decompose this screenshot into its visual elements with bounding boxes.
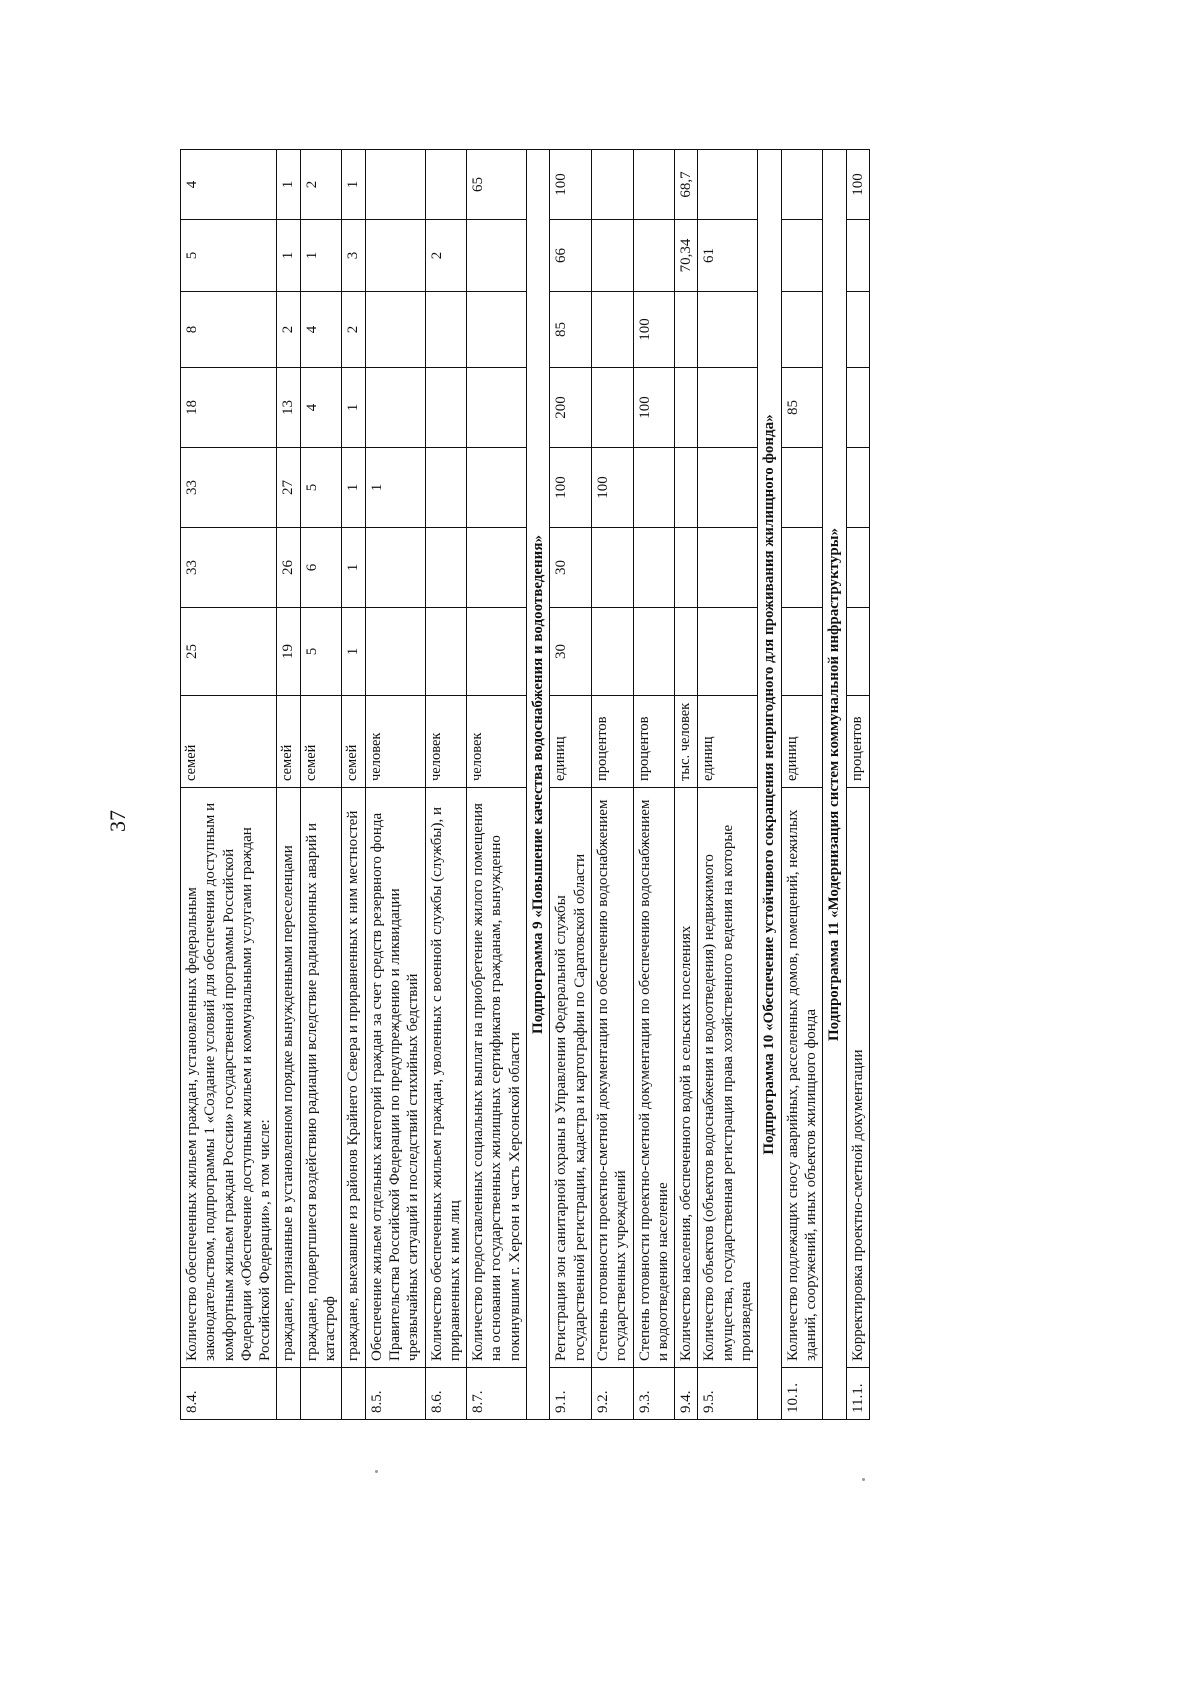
value-cell	[365, 608, 425, 696]
value-cell	[781, 528, 823, 608]
indicator-name: Степень готовности проектно-сметной документации по обеспечению водоснабжением государственных учреждений	[591, 788, 633, 1368]
indicator-name: Регистрация зон санитарной охраны в Управлении Федеральной службы государственной регистрации, кадастра и картографии по Саратовской области	[550, 788, 592, 1368]
unit-cell: человек	[425, 696, 467, 788]
value-cell: 6	[300, 528, 342, 608]
value-cell	[365, 292, 425, 368]
value-cell	[846, 368, 869, 448]
value-cell: 1	[277, 220, 300, 292]
value-cell: 100	[633, 292, 675, 368]
indicators-table	[180, 149, 870, 1420]
value-cell	[781, 220, 823, 292]
value-cell: 5	[181, 220, 277, 292]
value-cell	[467, 220, 527, 292]
table-row	[342, 150, 365, 1420]
table-row	[181, 150, 277, 1420]
unit-cell: семей	[300, 696, 342, 788]
unit-cell: тыс. человек	[675, 696, 698, 788]
row-number	[300, 1368, 342, 1420]
row-number: 9.2.	[591, 1368, 633, 1420]
value-cell: 85	[550, 292, 592, 368]
value-cell	[698, 448, 758, 528]
unit-cell: процентов	[633, 696, 675, 788]
indicator-name: Количество населения, обеспеченного водой в сельских поселениях	[675, 788, 698, 1368]
row-number: 8.5.	[365, 1368, 425, 1420]
value-cell	[467, 368, 527, 448]
value-cell: 33	[181, 448, 277, 528]
value-cell	[698, 368, 758, 448]
table-row	[781, 150, 823, 1420]
table-row	[846, 150, 869, 1420]
table-row	[698, 150, 758, 1420]
value-cell	[846, 528, 869, 608]
value-cell: 1	[277, 150, 300, 220]
value-cell: 18	[181, 368, 277, 448]
value-cell	[846, 448, 869, 528]
table-row	[467, 150, 527, 1420]
value-cell	[675, 368, 698, 448]
row-number: 9.5.	[698, 1368, 758, 1420]
value-cell: 68,7	[675, 150, 698, 220]
value-cell	[698, 528, 758, 608]
value-cell	[467, 448, 527, 528]
row-number: 11.1.	[846, 1368, 869, 1420]
value-cell: 66	[550, 220, 592, 292]
unit-cell: единиц	[550, 696, 592, 788]
value-cell	[365, 220, 425, 292]
table-row	[675, 150, 698, 1420]
row-number: 10.1.	[781, 1368, 823, 1420]
value-cell	[365, 150, 425, 220]
value-cell: 5	[300, 608, 342, 696]
indicator-name: Количество обеспеченных жильем граждан, установленных федеральным законодательством, подпрограммы 1 «Создание условий для обеспечения доступным и комфортным жильем граждан России» государственной программы Российской Федерации «Обеспечение доступным жильем и коммунальными услугами граждан Российской Федерации», в том числе:	[181, 788, 277, 1368]
unit-cell: семей	[277, 696, 300, 788]
value-cell: 1	[342, 528, 365, 608]
value-cell	[425, 150, 467, 220]
value-cell: 25	[181, 608, 277, 696]
table-row	[591, 150, 633, 1420]
value-cell	[781, 150, 823, 220]
value-cell	[781, 292, 823, 368]
value-cell: 26	[277, 528, 300, 608]
indicator-name: Обеспечение жильем отдельных категорий граждан за счет средств резервного фонда Правительства Российской Федерации по предупреждению и ликвидации чрезвычайных ситуаций и последствий стихийных бедствий	[365, 788, 425, 1368]
unit-cell: человек	[365, 696, 425, 788]
value-cell	[591, 368, 633, 448]
value-cell	[425, 368, 467, 448]
indicator-name: Степень готовности проектно-сметной документации по обеспечению водоснабжением и водоотведению население	[633, 788, 675, 1368]
value-cell	[591, 608, 633, 696]
value-cell: 2	[425, 220, 467, 292]
value-cell: 2	[342, 292, 365, 368]
value-cell: 3	[342, 220, 365, 292]
value-cell	[698, 292, 758, 368]
value-cell: 61	[698, 220, 758, 292]
unit-cell: семей	[342, 696, 365, 788]
value-cell: 8	[181, 292, 277, 368]
value-cell	[675, 292, 698, 368]
table-body	[181, 150, 870, 1420]
table-row	[633, 150, 675, 1420]
value-cell	[425, 528, 467, 608]
value-cell: 4	[181, 150, 277, 220]
value-cell: 19	[277, 608, 300, 696]
value-cell: 1	[342, 448, 365, 528]
unit-cell: единиц	[698, 696, 758, 788]
indicator-name: граждане, выехавшие из районов Крайнего Севера и приравненных к ним местностей	[342, 788, 365, 1368]
value-cell: 100	[633, 368, 675, 448]
row-number: 9.3.	[633, 1368, 675, 1420]
value-cell	[365, 528, 425, 608]
table-row	[277, 150, 300, 1420]
value-cell	[591, 220, 633, 292]
value-cell: 1	[300, 220, 342, 292]
rotated-table-container	[180, 150, 870, 1420]
value-cell	[467, 608, 527, 696]
indicator-name: Количество предоставленных социальных выплат на приобретение жилого помещения на основании государственных жилищных сертификатов гражданам, вынужденно покинувшим г. Херсон и часть Херсонской области	[467, 788, 527, 1368]
value-cell: 4	[300, 292, 342, 368]
value-cell	[846, 220, 869, 292]
value-cell	[633, 150, 675, 220]
value-cell: 27	[277, 448, 300, 528]
value-cell	[425, 292, 467, 368]
value-cell	[846, 292, 869, 368]
value-cell	[365, 368, 425, 448]
value-cell: 1	[365, 448, 425, 528]
table-row	[365, 150, 425, 1420]
value-cell	[698, 150, 758, 220]
value-cell	[425, 448, 467, 528]
value-cell	[698, 608, 758, 696]
value-cell	[781, 608, 823, 696]
page-number: 37	[105, 810, 130, 832]
section-title: Подпрограмма 11 «Модернизация систем коммунальной инфраструктуры»	[823, 150, 846, 1420]
value-cell: 85	[781, 368, 823, 448]
section-header-row	[758, 150, 781, 1420]
value-cell	[591, 292, 633, 368]
value-cell	[675, 528, 698, 608]
indicator-name: граждане, признанные в установленном порядке вынужденными переселенцами	[277, 788, 300, 1368]
value-cell: 30	[550, 608, 592, 696]
indicator-name: граждане, подвергшиеся воздействию радиации вследствие радиационных аварий и катастроф	[300, 788, 342, 1368]
value-cell: 70,34	[675, 220, 698, 292]
value-cell: 200	[550, 368, 592, 448]
section-title: Подпрограмма 10 «Обеспечение устойчивого сокращения непригодного для проживания жилищного фонда»	[758, 150, 781, 1420]
value-cell: 2	[277, 292, 300, 368]
row-number: 9.4.	[675, 1368, 698, 1420]
value-cell	[633, 448, 675, 528]
value-cell: 5	[300, 448, 342, 528]
indicator-name: Количество обеспеченных жильем граждан, уволенных с военной службы (службы), и приравненных к ним лиц	[425, 788, 467, 1368]
value-cell: 1	[342, 608, 365, 696]
value-cell	[781, 448, 823, 528]
value-cell	[633, 608, 675, 696]
unit-cell: процентов	[846, 696, 869, 788]
value-cell	[467, 528, 527, 608]
indicator-name: Корректировка проектно-сметной документации	[846, 788, 869, 1368]
unit-cell: единиц	[781, 696, 823, 788]
scan-speck	[375, 1470, 378, 1473]
value-cell: 65	[467, 150, 527, 220]
table-row	[300, 150, 342, 1420]
value-cell	[591, 150, 633, 220]
section-header-row	[823, 150, 846, 1420]
value-cell: 1	[342, 150, 365, 220]
value-cell: 4	[300, 368, 342, 448]
value-cell	[425, 608, 467, 696]
value-cell: 13	[277, 368, 300, 448]
value-cell	[675, 448, 698, 528]
row-number	[277, 1368, 300, 1420]
value-cell: 100	[550, 448, 592, 528]
value-cell: 2	[300, 150, 342, 220]
row-number: 8.7.	[467, 1368, 527, 1420]
table-row	[550, 150, 592, 1420]
value-cell: 1	[342, 368, 365, 448]
indicator-name: Количество объектов (объектов водоснабжения и водоотведения) недвижимого имущества, государственная регистрация права хозяйственного ведения на которые произведена	[698, 788, 758, 1368]
value-cell	[846, 608, 869, 696]
row-number	[342, 1368, 365, 1420]
value-cell	[633, 220, 675, 292]
row-number: 9.1.	[550, 1368, 592, 1420]
value-cell	[675, 608, 698, 696]
scan-speck	[862, 1478, 865, 1481]
unit-cell: семей	[181, 696, 277, 788]
value-cell: 30	[550, 528, 592, 608]
section-title: Подпрограмма 9 «Повышение качества водоснабжения и водоотведения»	[527, 150, 550, 1420]
unit-cell: человек	[467, 696, 527, 788]
value-cell: 100	[846, 150, 869, 220]
row-number: 8.6.	[425, 1368, 467, 1420]
value-cell: 100	[591, 448, 633, 528]
value-cell	[467, 292, 527, 368]
row-number: 8.4.	[181, 1368, 277, 1420]
value-cell: 100	[550, 150, 592, 220]
value-cell: 33	[181, 528, 277, 608]
section-header-row	[527, 150, 550, 1420]
value-cell	[633, 528, 675, 608]
table-row	[425, 150, 467, 1420]
indicator-name: Количество подлежащих сносу аварийных, расселенных домов, помещений, нежилых зданий, сооружений, иных объектов жилищного фонда	[781, 788, 823, 1368]
value-cell	[591, 528, 633, 608]
unit-cell: процентов	[591, 696, 633, 788]
